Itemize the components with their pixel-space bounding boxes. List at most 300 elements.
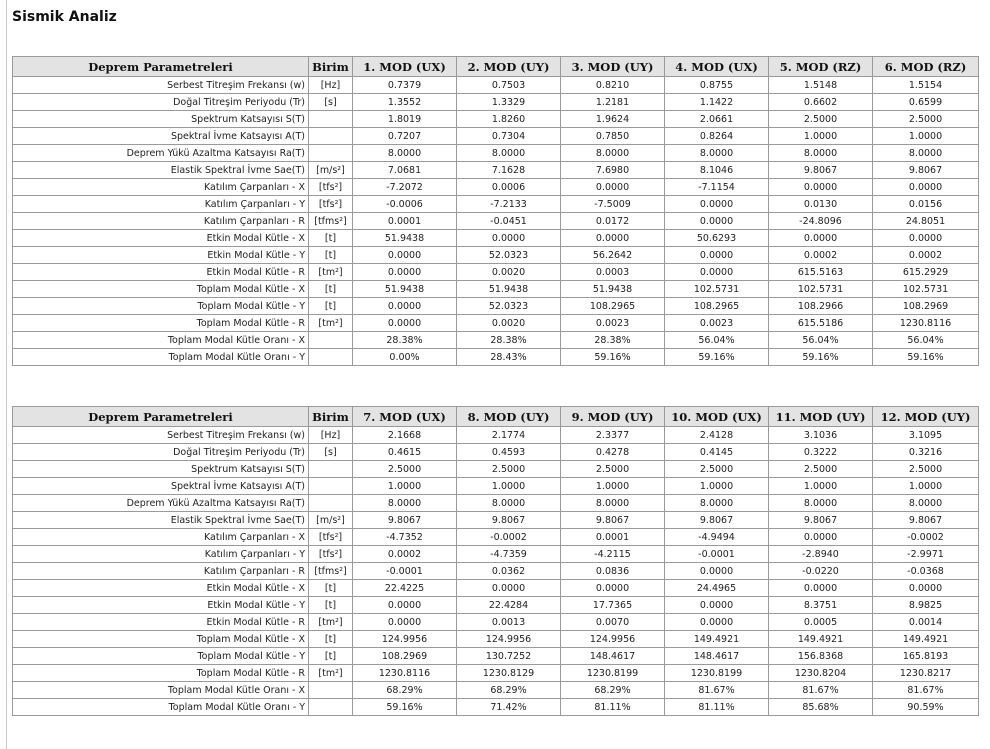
param-label: Katılım Çarpanları - R bbox=[13, 563, 309, 580]
unit-cell: [Hz] bbox=[309, 427, 353, 444]
param-label: Katılım Çarpanları - Y bbox=[13, 196, 309, 213]
value-cell: 0.0002 bbox=[769, 247, 873, 264]
value-cell: 149.4921 bbox=[769, 631, 873, 648]
unit-cell: [m/s²] bbox=[309, 512, 353, 529]
page-title: Sismik Analiz bbox=[12, 9, 117, 25]
value-cell: 1230.8199 bbox=[665, 665, 769, 682]
value-cell: 1.3329 bbox=[457, 94, 561, 111]
value-cell: 0.0000 bbox=[769, 529, 873, 546]
value-cell: 0.0130 bbox=[769, 196, 873, 213]
value-cell: -7.2072 bbox=[353, 179, 457, 196]
value-cell: 0.0000 bbox=[353, 298, 457, 315]
value-cell: 108.2965 bbox=[561, 298, 665, 315]
param-label: Etkin Modal Kütle - X bbox=[13, 230, 309, 247]
value-cell: 1.2181 bbox=[561, 94, 665, 111]
value-cell: -0.0368 bbox=[873, 563, 979, 580]
value-cell: 0.0023 bbox=[561, 315, 665, 332]
unit-cell: [t] bbox=[309, 580, 353, 597]
value-cell: 108.2966 bbox=[769, 298, 873, 315]
param-label: Katılım Çarpanları - R bbox=[13, 213, 309, 230]
value-cell: 0.0000 bbox=[457, 230, 561, 247]
value-cell: 148.4617 bbox=[561, 648, 665, 665]
table-row bbox=[13, 264, 979, 281]
value-cell: 56.04% bbox=[769, 332, 873, 349]
value-cell: 0.0020 bbox=[457, 315, 561, 332]
value-cell: 1.5148 bbox=[769, 77, 873, 94]
value-cell: 0.8755 bbox=[665, 77, 769, 94]
value-cell: 3.1036 bbox=[769, 427, 873, 444]
table-row bbox=[13, 145, 979, 162]
mode-header: 3. MOD (UY) bbox=[561, 57, 665, 77]
value-cell: 615.2929 bbox=[873, 264, 979, 281]
mode-header: 2. MOD (UY) bbox=[457, 57, 561, 77]
value-cell: -0.0451 bbox=[457, 213, 561, 230]
value-cell: 130.7252 bbox=[457, 648, 561, 665]
unit-header: Birim bbox=[309, 407, 353, 427]
table-row bbox=[13, 682, 979, 699]
mode-header: 4. MOD (UX) bbox=[665, 57, 769, 77]
param-label: Etkin Modal Kütle - R bbox=[13, 264, 309, 281]
table-row bbox=[13, 94, 979, 111]
value-cell: 56.04% bbox=[665, 332, 769, 349]
mode-header: 12. MOD (UY) bbox=[873, 407, 979, 427]
value-cell: 51.9438 bbox=[353, 281, 457, 298]
value-cell: 2.5000 bbox=[353, 461, 457, 478]
param-label: Elastik Spektral İvme Sae(T) bbox=[13, 512, 309, 529]
unit-cell: [t] bbox=[309, 281, 353, 298]
param-label: Spektral İvme Katsayısı A(T) bbox=[13, 128, 309, 145]
unit-cell bbox=[309, 682, 353, 699]
table-row bbox=[13, 665, 979, 682]
value-cell: 68.29% bbox=[353, 682, 457, 699]
value-cell: 8.9825 bbox=[873, 597, 979, 614]
value-cell: 2.5000 bbox=[665, 461, 769, 478]
value-cell: 2.5000 bbox=[457, 461, 561, 478]
value-cell: 1.5154 bbox=[873, 77, 979, 94]
unit-cell bbox=[309, 478, 353, 495]
value-cell: 51.9438 bbox=[457, 281, 561, 298]
value-cell: 0.8210 bbox=[561, 77, 665, 94]
value-cell: 148.4617 bbox=[665, 648, 769, 665]
mode-header: 10. MOD (UX) bbox=[665, 407, 769, 427]
value-cell: -2.9971 bbox=[873, 546, 979, 563]
param-label: Spektrum Katsayısı S(T) bbox=[13, 461, 309, 478]
value-cell: 9.8067 bbox=[457, 512, 561, 529]
table-row bbox=[13, 230, 979, 247]
value-cell: 2.1774 bbox=[457, 427, 561, 444]
unit-cell: [Hz] bbox=[309, 77, 353, 94]
value-cell: -0.0001 bbox=[665, 546, 769, 563]
table-row bbox=[13, 631, 979, 648]
value-cell: 8.0000 bbox=[665, 495, 769, 512]
value-cell: 8.0000 bbox=[353, 495, 457, 512]
value-cell: -4.7359 bbox=[457, 546, 561, 563]
value-cell: 0.6599 bbox=[873, 94, 979, 111]
unit-cell: [tfms²] bbox=[309, 563, 353, 580]
value-cell: 0.0013 bbox=[457, 614, 561, 631]
value-cell: 0.0002 bbox=[873, 247, 979, 264]
modal-results-table-2 bbox=[12, 406, 979, 716]
value-cell: 8.0000 bbox=[873, 145, 979, 162]
unit-cell: [t] bbox=[309, 298, 353, 315]
table-row bbox=[13, 529, 979, 546]
value-cell: 7.6980 bbox=[561, 162, 665, 179]
unit-cell: [tfs²] bbox=[309, 546, 353, 563]
param-label: Toplam Modal Kütle Oranı - Y bbox=[13, 699, 309, 716]
unit-cell: [tm²] bbox=[309, 614, 353, 631]
value-cell: 8.0000 bbox=[873, 495, 979, 512]
value-cell: 56.04% bbox=[873, 332, 979, 349]
value-cell: 51.9438 bbox=[353, 230, 457, 247]
value-cell: 124.9956 bbox=[353, 631, 457, 648]
value-cell: 165.8193 bbox=[873, 648, 979, 665]
value-cell: 9.8067 bbox=[769, 512, 873, 529]
value-cell: 2.0661 bbox=[665, 111, 769, 128]
value-cell: 51.9438 bbox=[561, 281, 665, 298]
value-cell: 0.0836 bbox=[561, 563, 665, 580]
value-cell: -4.7352 bbox=[353, 529, 457, 546]
value-cell: 0.0000 bbox=[353, 597, 457, 614]
value-cell: 81.11% bbox=[665, 699, 769, 716]
value-cell: 2.4128 bbox=[665, 427, 769, 444]
value-cell: 0.00% bbox=[353, 349, 457, 366]
value-cell: 0.0000 bbox=[561, 230, 665, 247]
unit-cell: [t] bbox=[309, 631, 353, 648]
table-header-row bbox=[13, 407, 979, 427]
value-cell: -2.8940 bbox=[769, 546, 873, 563]
value-cell: 7.0681 bbox=[353, 162, 457, 179]
param-label: Doğal Titreşim Periyodu (Tr) bbox=[13, 94, 309, 111]
table-row bbox=[13, 111, 979, 128]
value-cell: 28.43% bbox=[457, 349, 561, 366]
table-row bbox=[13, 213, 979, 230]
value-cell: 2.5000 bbox=[873, 111, 979, 128]
value-cell: -7.1154 bbox=[665, 179, 769, 196]
value-cell: 1.0000 bbox=[873, 478, 979, 495]
unit-cell: [tfs²] bbox=[309, 529, 353, 546]
value-cell: 0.7503 bbox=[457, 77, 561, 94]
unit-cell: [s] bbox=[309, 444, 353, 461]
param-header: Deprem Parametreleri bbox=[13, 57, 309, 77]
value-cell: 0.4278 bbox=[561, 444, 665, 461]
value-cell: 124.9956 bbox=[457, 631, 561, 648]
value-cell: 1.0000 bbox=[769, 478, 873, 495]
value-cell: 28.38% bbox=[353, 332, 457, 349]
unit-cell: [tfs²] bbox=[309, 179, 353, 196]
value-cell: -7.2133 bbox=[457, 196, 561, 213]
value-cell: 156.8368 bbox=[769, 648, 873, 665]
value-cell: 2.5000 bbox=[769, 461, 873, 478]
value-cell: 50.6293 bbox=[665, 230, 769, 247]
value-cell: 1.0000 bbox=[353, 478, 457, 495]
table-row bbox=[13, 495, 979, 512]
param-label: Serbest Titreşim Frekansı (w) bbox=[13, 427, 309, 444]
param-label: Deprem Yükü Azaltma Katsayısı Ra(T) bbox=[13, 495, 309, 512]
value-cell: 9.8067 bbox=[561, 512, 665, 529]
param-label: Toplam Modal Kütle - R bbox=[13, 665, 309, 682]
value-cell: 22.4225 bbox=[353, 580, 457, 597]
table-row bbox=[13, 546, 979, 563]
value-cell: 8.0000 bbox=[457, 145, 561, 162]
param-label: Toplam Modal Kütle - X bbox=[13, 281, 309, 298]
value-cell: 1.3552 bbox=[353, 94, 457, 111]
value-cell: -7.5009 bbox=[561, 196, 665, 213]
table-row bbox=[13, 128, 979, 145]
value-cell: 0.0000 bbox=[561, 580, 665, 597]
value-cell: 0.0014 bbox=[873, 614, 979, 631]
table-row bbox=[13, 332, 979, 349]
value-cell: -4.9494 bbox=[665, 529, 769, 546]
table-row bbox=[13, 179, 979, 196]
mode-header: 8. MOD (UY) bbox=[457, 407, 561, 427]
value-cell: 0.0005 bbox=[769, 614, 873, 631]
table-row bbox=[13, 281, 979, 298]
param-label: Spektral İvme Katsayısı A(T) bbox=[13, 478, 309, 495]
value-cell: -0.0001 bbox=[353, 563, 457, 580]
value-cell: 8.0000 bbox=[769, 495, 873, 512]
value-cell: 0.0003 bbox=[561, 264, 665, 281]
mode-header: 6. MOD (RZ) bbox=[873, 57, 979, 77]
value-cell: 0.3222 bbox=[769, 444, 873, 461]
value-cell: 0.0000 bbox=[353, 614, 457, 631]
value-cell: 1230.8199 bbox=[561, 665, 665, 682]
param-label: Toplam Modal Kütle Oranı - X bbox=[13, 682, 309, 699]
value-cell: 59.16% bbox=[665, 349, 769, 366]
value-cell: 0.7850 bbox=[561, 128, 665, 145]
unit-cell bbox=[309, 461, 353, 478]
value-cell: 68.29% bbox=[561, 682, 665, 699]
value-cell: 59.16% bbox=[769, 349, 873, 366]
value-cell: 0.0172 bbox=[561, 213, 665, 230]
value-cell: 2.5000 bbox=[769, 111, 873, 128]
param-label: Katılım Çarpanları - X bbox=[13, 179, 309, 196]
value-cell: 0.0000 bbox=[665, 247, 769, 264]
value-cell: 0.0000 bbox=[665, 563, 769, 580]
value-cell: 0.0023 bbox=[665, 315, 769, 332]
value-cell: 59.16% bbox=[561, 349, 665, 366]
param-label: Etkin Modal Kütle - R bbox=[13, 614, 309, 631]
unit-cell: [tfms²] bbox=[309, 213, 353, 230]
unit-cell bbox=[309, 145, 353, 162]
value-cell: 0.0000 bbox=[769, 179, 873, 196]
value-cell: 1230.8116 bbox=[353, 665, 457, 682]
value-cell: -0.0002 bbox=[457, 529, 561, 546]
value-cell: 124.9956 bbox=[561, 631, 665, 648]
value-cell: 1230.8204 bbox=[769, 665, 873, 682]
value-cell: 7.1628 bbox=[457, 162, 561, 179]
unit-header: Birim bbox=[309, 57, 353, 77]
value-cell: 0.7304 bbox=[457, 128, 561, 145]
table-row bbox=[13, 580, 979, 597]
value-cell: 52.0323 bbox=[457, 298, 561, 315]
value-cell: 1230.8116 bbox=[873, 315, 979, 332]
value-cell: 0.4145 bbox=[665, 444, 769, 461]
value-cell: 0.8264 bbox=[665, 128, 769, 145]
param-label: Etkin Modal Kütle - X bbox=[13, 580, 309, 597]
table-row bbox=[13, 461, 979, 478]
param-header: Deprem Parametreleri bbox=[13, 407, 309, 427]
table-row bbox=[13, 699, 979, 716]
unit-cell: [s] bbox=[309, 94, 353, 111]
param-label: Elastik Spektral İvme Sae(T) bbox=[13, 162, 309, 179]
value-cell: 68.29% bbox=[457, 682, 561, 699]
value-cell: 28.38% bbox=[457, 332, 561, 349]
modal-results-table-1 bbox=[12, 56, 979, 366]
unit-cell: [tm²] bbox=[309, 315, 353, 332]
value-cell: 2.5000 bbox=[873, 461, 979, 478]
unit-cell bbox=[309, 111, 353, 128]
table-row bbox=[13, 597, 979, 614]
unit-cell bbox=[309, 495, 353, 512]
table-row bbox=[13, 444, 979, 461]
value-cell: 8.0000 bbox=[457, 495, 561, 512]
param-label: Toplam Modal Kütle - Y bbox=[13, 298, 309, 315]
value-cell: 22.4284 bbox=[457, 597, 561, 614]
table-body bbox=[13, 427, 979, 716]
unit-cell bbox=[309, 332, 353, 349]
table-row bbox=[13, 512, 979, 529]
value-cell: -4.2115 bbox=[561, 546, 665, 563]
value-cell: 2.1668 bbox=[353, 427, 457, 444]
value-cell: 0.0000 bbox=[561, 179, 665, 196]
value-cell: 9.8067 bbox=[353, 512, 457, 529]
value-cell: 17.7365 bbox=[561, 597, 665, 614]
value-cell: 0.0000 bbox=[665, 196, 769, 213]
value-cell: 1.0000 bbox=[665, 478, 769, 495]
value-cell: 59.16% bbox=[353, 699, 457, 716]
value-cell: 0.0000 bbox=[353, 264, 457, 281]
value-cell: 2.3377 bbox=[561, 427, 665, 444]
value-cell: -24.8096 bbox=[769, 213, 873, 230]
value-cell: 9.8067 bbox=[769, 162, 873, 179]
value-cell: 1.9624 bbox=[561, 111, 665, 128]
mode-header: 1. MOD (UX) bbox=[353, 57, 457, 77]
param-label: Etkin Modal Kütle - Y bbox=[13, 247, 309, 264]
value-cell: 1.0000 bbox=[873, 128, 979, 145]
value-cell: -0.0220 bbox=[769, 563, 873, 580]
unit-cell: [tfs²] bbox=[309, 196, 353, 213]
param-label: Doğal Titreşim Periyodu (Tr) bbox=[13, 444, 309, 461]
table-row bbox=[13, 77, 979, 94]
value-cell: 108.2969 bbox=[873, 298, 979, 315]
value-cell: 9.8067 bbox=[873, 162, 979, 179]
value-cell: 81.67% bbox=[665, 682, 769, 699]
value-cell: 90.59% bbox=[873, 699, 979, 716]
value-cell: 81.67% bbox=[769, 682, 873, 699]
value-cell: 85.68% bbox=[769, 699, 873, 716]
unit-cell: [t] bbox=[309, 597, 353, 614]
param-label: Deprem Yükü Azaltma Katsayısı Ra(T) bbox=[13, 145, 309, 162]
value-cell: 1.8019 bbox=[353, 111, 457, 128]
value-cell: 8.1046 bbox=[665, 162, 769, 179]
value-cell: 8.0000 bbox=[353, 145, 457, 162]
value-cell: 71.42% bbox=[457, 699, 561, 716]
unit-cell bbox=[309, 349, 353, 366]
table-row bbox=[13, 298, 979, 315]
mode-header: 9. MOD (UY) bbox=[561, 407, 665, 427]
value-cell: -0.0002 bbox=[873, 529, 979, 546]
table-row bbox=[13, 196, 979, 213]
value-cell: 0.0002 bbox=[353, 546, 457, 563]
unit-cell bbox=[309, 128, 353, 145]
value-cell: 0.0000 bbox=[665, 213, 769, 230]
table-row bbox=[13, 315, 979, 332]
value-cell: 8.0000 bbox=[769, 145, 873, 162]
param-label: Toplam Modal Kütle Oranı - X bbox=[13, 332, 309, 349]
value-cell: 8.3751 bbox=[769, 597, 873, 614]
table-row bbox=[13, 614, 979, 631]
value-cell: 0.0000 bbox=[769, 230, 873, 247]
value-cell: 1.1422 bbox=[665, 94, 769, 111]
value-cell: 0.3216 bbox=[873, 444, 979, 461]
unit-cell: [t] bbox=[309, 648, 353, 665]
value-cell: 102.5731 bbox=[769, 281, 873, 298]
value-cell: 108.2969 bbox=[353, 648, 457, 665]
value-cell: 615.5186 bbox=[769, 315, 873, 332]
param-label: Toplam Modal Kütle - R bbox=[13, 315, 309, 332]
value-cell: 56.2642 bbox=[561, 247, 665, 264]
value-cell: 0.0156 bbox=[873, 196, 979, 213]
param-label: Serbest Titreşim Frekansı (w) bbox=[13, 77, 309, 94]
value-cell: 0.0000 bbox=[769, 580, 873, 597]
table-row bbox=[13, 247, 979, 264]
param-label: Etkin Modal Kütle - Y bbox=[13, 597, 309, 614]
param-label: Toplam Modal Kütle - X bbox=[13, 631, 309, 648]
table-body bbox=[13, 77, 979, 366]
unit-cell: [t] bbox=[309, 230, 353, 247]
value-cell: 0.0000 bbox=[873, 580, 979, 597]
value-cell: 0.0000 bbox=[457, 580, 561, 597]
value-cell: 81.11% bbox=[561, 699, 665, 716]
table-row bbox=[13, 162, 979, 179]
param-label: Katılım Çarpanları - X bbox=[13, 529, 309, 546]
param-label: Spektrum Katsayısı S(T) bbox=[13, 111, 309, 128]
value-cell: 0.4615 bbox=[353, 444, 457, 461]
value-cell: 0.0001 bbox=[561, 529, 665, 546]
table-row bbox=[13, 427, 979, 444]
value-cell: 0.0000 bbox=[353, 315, 457, 332]
value-cell: 0.0000 bbox=[873, 230, 979, 247]
value-cell: 0.0020 bbox=[457, 264, 561, 281]
value-cell: 1.0000 bbox=[561, 478, 665, 495]
value-cell: 24.4965 bbox=[665, 580, 769, 597]
mode-header: 5. MOD (RZ) bbox=[769, 57, 873, 77]
param-label: Toplam Modal Kütle - Y bbox=[13, 648, 309, 665]
unit-cell: [m/s²] bbox=[309, 162, 353, 179]
value-cell: 8.0000 bbox=[561, 145, 665, 162]
table-header-row bbox=[13, 57, 979, 77]
value-cell: 102.5731 bbox=[665, 281, 769, 298]
mode-header: 7. MOD (UX) bbox=[353, 407, 457, 427]
value-cell: 1.0000 bbox=[457, 478, 561, 495]
value-cell: 149.4921 bbox=[665, 631, 769, 648]
value-cell: 615.5163 bbox=[769, 264, 873, 281]
value-cell: 0.7379 bbox=[353, 77, 457, 94]
value-cell: 108.2965 bbox=[665, 298, 769, 315]
value-cell: 0.7207 bbox=[353, 128, 457, 145]
value-cell: 28.38% bbox=[561, 332, 665, 349]
value-cell: 9.8067 bbox=[665, 512, 769, 529]
mode-header: 11. MOD (UY) bbox=[769, 407, 873, 427]
value-cell: 0.0000 bbox=[665, 614, 769, 631]
param-label: Toplam Modal Kütle Oranı - Y bbox=[13, 349, 309, 366]
value-cell: 52.0323 bbox=[457, 247, 561, 264]
table-row bbox=[13, 563, 979, 580]
value-cell: 149.4921 bbox=[873, 631, 979, 648]
value-cell: 8.0000 bbox=[665, 145, 769, 162]
value-cell: 0.6602 bbox=[769, 94, 873, 111]
value-cell: -0.0006 bbox=[353, 196, 457, 213]
